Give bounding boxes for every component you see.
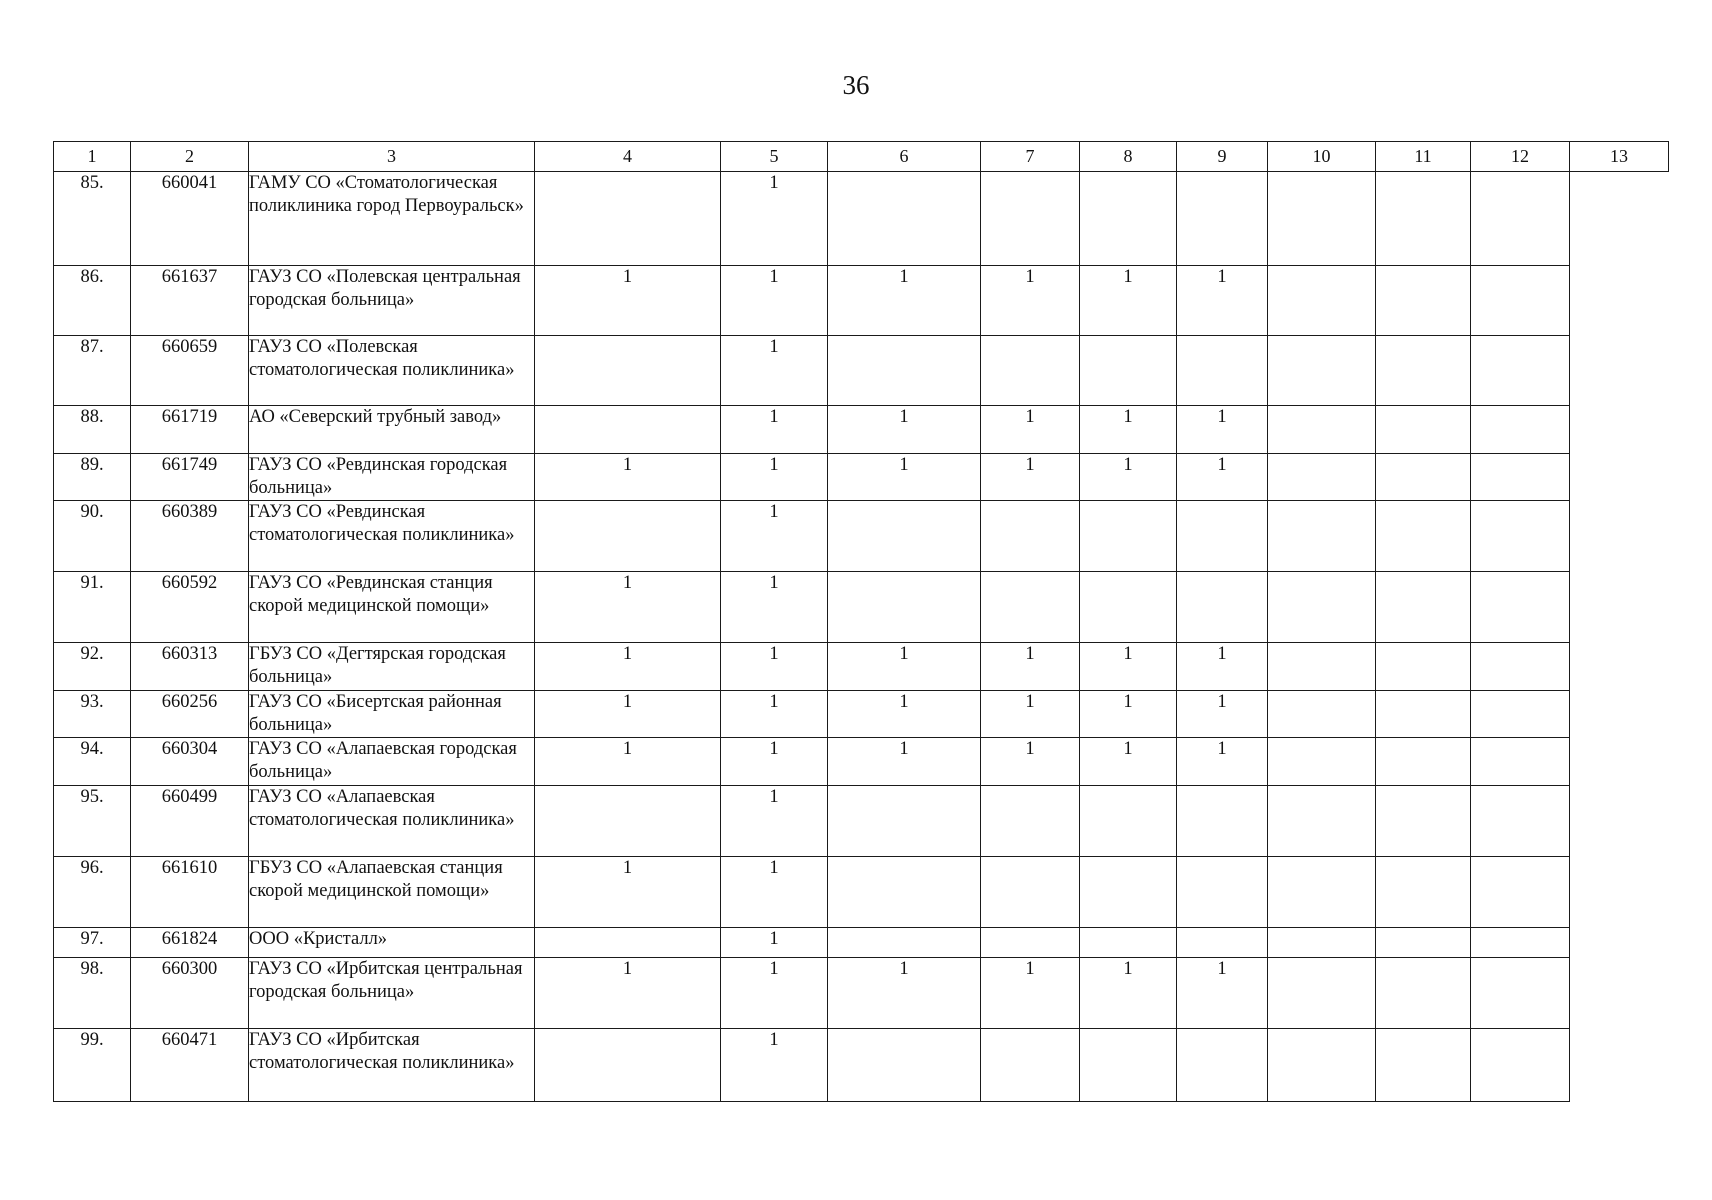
organization-code-cell: 660304 [131, 738, 249, 786]
value-cell-col-7: 1 [981, 738, 1080, 786]
value-cell-col-12 [1471, 454, 1570, 501]
value-cell-col-5: 1 [721, 786, 828, 857]
organization-code-cell: 660592 [131, 572, 249, 643]
organization-code-cell: 660313 [131, 643, 249, 691]
value-cell-col-6: 1 [828, 643, 981, 691]
value-cell-col-10 [1268, 454, 1376, 501]
organization-code-cell: 660499 [131, 786, 249, 857]
value-cell-col-11 [1376, 928, 1471, 958]
value-cell-col-7: 1 [981, 266, 1080, 336]
organization-name-cell: ГАУЗ СО «Ирбитская стоматологическая поликлиника» [249, 1029, 535, 1102]
organization-code-cell: 661610 [131, 857, 249, 928]
value-cell-col-8: 1 [1080, 958, 1177, 1029]
organization-code-cell: 660041 [131, 172, 249, 266]
column-header-10: 10 [1268, 142, 1376, 172]
organization-name-cell: ГБУЗ СО «Дегтярская городская больница» [249, 643, 535, 691]
table-row [54, 572, 1669, 643]
value-cell-col-8 [1080, 572, 1177, 643]
value-cell-col-6 [828, 857, 981, 928]
organization-code-cell: 661637 [131, 266, 249, 336]
value-cell-col-4 [535, 336, 721, 406]
value-cell-col-11 [1376, 643, 1471, 691]
value-cell-col-12 [1471, 786, 1570, 857]
value-cell-col-5: 1 [721, 572, 828, 643]
value-cell-col-4: 1 [535, 691, 721, 738]
value-cell-col-11 [1376, 266, 1471, 336]
value-cell-col-11 [1376, 336, 1471, 406]
value-cell-col-4: 1 [535, 572, 721, 643]
value-cell-col-12 [1471, 738, 1570, 786]
value-cell-col-8: 1 [1080, 266, 1177, 336]
organization-name-cell: ГБУЗ СО «Алапаевская станция скорой медицинской помощи» [249, 857, 535, 928]
organization-code-cell: 660659 [131, 336, 249, 406]
value-cell-col-4 [535, 1029, 721, 1102]
table-row [54, 857, 1669, 928]
row-number-cell: 99. [54, 1029, 131, 1102]
table-row [54, 1029, 1669, 1102]
value-cell-col-5: 1 [721, 336, 828, 406]
value-cell-col-9: 1 [1177, 406, 1268, 454]
value-cell-col-12 [1471, 501, 1570, 572]
value-cell-col-5: 1 [721, 691, 828, 738]
value-cell-col-10 [1268, 958, 1376, 1029]
value-cell-col-6: 1 [828, 958, 981, 1029]
value-cell-col-12 [1471, 572, 1570, 643]
organization-code-cell: 660389 [131, 501, 249, 572]
value-cell-col-12 [1471, 691, 1570, 738]
value-cell-col-9 [1177, 1029, 1268, 1102]
row-number-cell: 87. [54, 336, 131, 406]
header-row [54, 142, 1669, 172]
value-cell-col-5: 1 [721, 738, 828, 786]
page-number: 36 [842, 70, 870, 100]
value-cell-col-11 [1376, 172, 1471, 266]
value-cell-col-6: 1 [828, 406, 981, 454]
value-cell-col-9 [1177, 501, 1268, 572]
value-cell-col-6: 1 [828, 266, 981, 336]
value-cell-col-4: 1 [535, 643, 721, 691]
value-cell-col-6 [828, 928, 981, 958]
value-cell-col-6 [828, 786, 981, 857]
value-cell-col-4: 1 [535, 454, 721, 501]
value-cell-col-8: 1 [1080, 406, 1177, 454]
value-cell-col-11 [1376, 1029, 1471, 1102]
organization-code-cell: 661749 [131, 454, 249, 501]
organization-name-cell: ГАУЗ СО «Ревдинская стоматологическая поликлиника» [249, 501, 535, 572]
value-cell-col-9: 1 [1177, 266, 1268, 336]
value-cell-col-5: 1 [721, 643, 828, 691]
value-cell-col-10 [1268, 501, 1376, 572]
value-cell-col-6: 1 [828, 691, 981, 738]
column-header-3: 3 [249, 142, 535, 172]
value-cell-col-5: 1 [721, 1029, 828, 1102]
row-number-cell: 93. [54, 691, 131, 738]
value-cell-col-7: 1 [981, 691, 1080, 738]
value-cell-col-5: 1 [721, 501, 828, 572]
value-cell-col-12 [1471, 266, 1570, 336]
value-cell-col-8: 1 [1080, 454, 1177, 501]
value-cell-col-7 [981, 572, 1080, 643]
value-cell-col-7 [981, 857, 1080, 928]
value-cell-col-7 [981, 1029, 1080, 1102]
value-cell-col-9: 1 [1177, 958, 1268, 1029]
data-table [53, 141, 1669, 1102]
organization-code-cell: 661719 [131, 406, 249, 454]
value-cell-col-11 [1376, 786, 1471, 857]
value-cell-col-11 [1376, 454, 1471, 501]
value-cell-col-6 [828, 572, 981, 643]
value-cell-col-5: 1 [721, 454, 828, 501]
value-cell-col-4 [535, 928, 721, 958]
value-cell-col-11 [1376, 572, 1471, 643]
value-cell-col-9: 1 [1177, 643, 1268, 691]
value-cell-col-8 [1080, 172, 1177, 266]
value-cell-col-7 [981, 172, 1080, 266]
column-header-2: 2 [131, 142, 249, 172]
value-cell-col-9 [1177, 336, 1268, 406]
column-header-13: 13 [1570, 142, 1669, 172]
value-cell-col-6: 1 [828, 738, 981, 786]
row-number-cell: 86. [54, 266, 131, 336]
value-cell-col-7: 1 [981, 406, 1080, 454]
value-cell-col-8 [1080, 786, 1177, 857]
value-cell-col-5: 1 [721, 857, 828, 928]
value-cell-col-12 [1471, 1029, 1570, 1102]
value-cell-col-10 [1268, 172, 1376, 266]
column-header-9: 9 [1177, 142, 1268, 172]
value-cell-col-8 [1080, 336, 1177, 406]
value-cell-col-5: 1 [721, 172, 828, 266]
table-row [54, 958, 1669, 1029]
value-cell-col-12 [1471, 406, 1570, 454]
value-cell-col-12 [1471, 172, 1570, 266]
organization-name-cell: ГАУЗ СО «Алапаевская городская больница» [249, 738, 535, 786]
column-header-8: 8 [1080, 142, 1177, 172]
row-number-cell: 92. [54, 643, 131, 691]
organization-code-cell: 661824 [131, 928, 249, 958]
value-cell-col-11 [1376, 691, 1471, 738]
value-cell-col-10 [1268, 643, 1376, 691]
organization-name-cell: ГАУЗ СО «Бисертская районная больница» [249, 691, 535, 738]
column-header-4: 4 [535, 142, 721, 172]
value-cell-col-5: 1 [721, 958, 828, 1029]
value-cell-col-4: 1 [535, 738, 721, 786]
table-row [54, 172, 1669, 266]
value-cell-col-12 [1471, 857, 1570, 928]
value-cell-col-6 [828, 336, 981, 406]
table-row [54, 738, 1669, 786]
value-cell-col-10 [1268, 572, 1376, 643]
table-row [54, 928, 1669, 958]
organization-code-cell: 660256 [131, 691, 249, 738]
value-cell-col-9: 1 [1177, 454, 1268, 501]
organization-code-cell: 660300 [131, 958, 249, 1029]
value-cell-col-12 [1471, 336, 1570, 406]
value-cell-col-7: 1 [981, 958, 1080, 1029]
organization-name-cell: ГАМУ СО «Стоматологическая поликлиника город Первоуральск» [249, 172, 535, 266]
value-cell-col-10 [1268, 266, 1376, 336]
value-cell-col-10 [1268, 1029, 1376, 1102]
value-cell-col-7 [981, 336, 1080, 406]
value-cell-col-7: 1 [981, 643, 1080, 691]
value-cell-col-4 [535, 172, 721, 266]
row-number-cell: 90. [54, 501, 131, 572]
row-number-cell: 88. [54, 406, 131, 454]
column-header-11: 11 [1376, 142, 1471, 172]
table-row [54, 501, 1669, 572]
organization-name-cell: ГАУЗ СО «Ревдинская станция скорой медицинской помощи» [249, 572, 535, 643]
value-cell-col-10 [1268, 786, 1376, 857]
value-cell-col-4 [535, 501, 721, 572]
value-cell-col-9 [1177, 572, 1268, 643]
value-cell-col-6 [828, 1029, 981, 1102]
value-cell-col-8: 1 [1080, 643, 1177, 691]
value-cell-col-4: 1 [535, 266, 721, 336]
organization-name-cell: ГАУЗ СО «Полевская стоматологическая поликлиника» [249, 336, 535, 406]
value-cell-col-4: 1 [535, 857, 721, 928]
value-cell-col-7 [981, 501, 1080, 572]
column-header-6: 6 [828, 142, 981, 172]
value-cell-col-7 [981, 928, 1080, 958]
organization-name-cell: ГАУЗ СО «Ревдинская городская больница» [249, 454, 535, 501]
table-row [54, 336, 1669, 406]
value-cell-col-5: 1 [721, 266, 828, 336]
value-cell-col-5: 1 [721, 928, 828, 958]
value-cell-col-8 [1080, 857, 1177, 928]
value-cell-col-10 [1268, 928, 1376, 958]
value-cell-col-4 [535, 786, 721, 857]
value-cell-col-12 [1471, 958, 1570, 1029]
value-cell-col-5: 1 [721, 406, 828, 454]
organization-name-cell: ГАУЗ СО «Алапаевская стоматологическая поликлиника» [249, 786, 535, 857]
value-cell-col-10 [1268, 738, 1376, 786]
value-cell-col-9 [1177, 857, 1268, 928]
value-cell-col-8 [1080, 501, 1177, 572]
table-row [54, 406, 1669, 454]
value-cell-col-6 [828, 501, 981, 572]
row-number-cell: 95. [54, 786, 131, 857]
column-header-12: 12 [1471, 142, 1570, 172]
value-cell-col-7 [981, 786, 1080, 857]
value-cell-col-10 [1268, 691, 1376, 738]
table-row [54, 691, 1669, 738]
value-cell-col-9 [1177, 928, 1268, 958]
table-row [54, 643, 1669, 691]
value-cell-col-11 [1376, 958, 1471, 1029]
row-number-cell: 85. [54, 172, 131, 266]
organization-name-cell: ГАУЗ СО «Ирбитская центральная городская больница» [249, 958, 535, 1029]
value-cell-col-9 [1177, 172, 1268, 266]
value-cell-col-4 [535, 406, 721, 454]
row-number-cell: 89. [54, 454, 131, 501]
value-cell-col-9: 1 [1177, 691, 1268, 738]
organization-name-cell: АО «Северский трубный завод» [249, 406, 535, 454]
table-row [54, 266, 1669, 336]
organization-name-cell: ООО «Кристалл» [249, 928, 535, 958]
row-number-cell: 98. [54, 958, 131, 1029]
row-number-cell: 97. [54, 928, 131, 958]
organization-name-cell: ГАУЗ СО «Полевская центральная городская больница» [249, 266, 535, 336]
value-cell-col-10 [1268, 336, 1376, 406]
value-cell-col-12 [1471, 928, 1570, 958]
value-cell-col-11 [1376, 738, 1471, 786]
organization-code-cell: 660471 [131, 1029, 249, 1102]
row-number-cell: 96. [54, 857, 131, 928]
value-cell-col-7: 1 [981, 454, 1080, 501]
value-cell-col-6 [828, 172, 981, 266]
value-cell-col-11 [1376, 857, 1471, 928]
value-cell-col-11 [1376, 406, 1471, 454]
value-cell-col-8 [1080, 1029, 1177, 1102]
column-header-1: 1 [54, 142, 131, 172]
value-cell-col-8 [1080, 928, 1177, 958]
value-cell-col-10 [1268, 857, 1376, 928]
value-cell-col-12 [1471, 643, 1570, 691]
table-row [54, 454, 1669, 501]
value-cell-col-6: 1 [828, 454, 981, 501]
column-header-7: 7 [981, 142, 1080, 172]
value-cell-col-11 [1376, 501, 1471, 572]
value-cell-col-8: 1 [1080, 691, 1177, 738]
value-cell-col-9: 1 [1177, 738, 1268, 786]
value-cell-col-9 [1177, 786, 1268, 857]
table-row [54, 786, 1669, 857]
value-cell-col-10 [1268, 406, 1376, 454]
value-cell-col-4: 1 [535, 958, 721, 1029]
row-number-cell: 91. [54, 572, 131, 643]
column-header-5: 5 [721, 142, 828, 172]
value-cell-col-8: 1 [1080, 738, 1177, 786]
row-number-cell: 94. [54, 738, 131, 786]
